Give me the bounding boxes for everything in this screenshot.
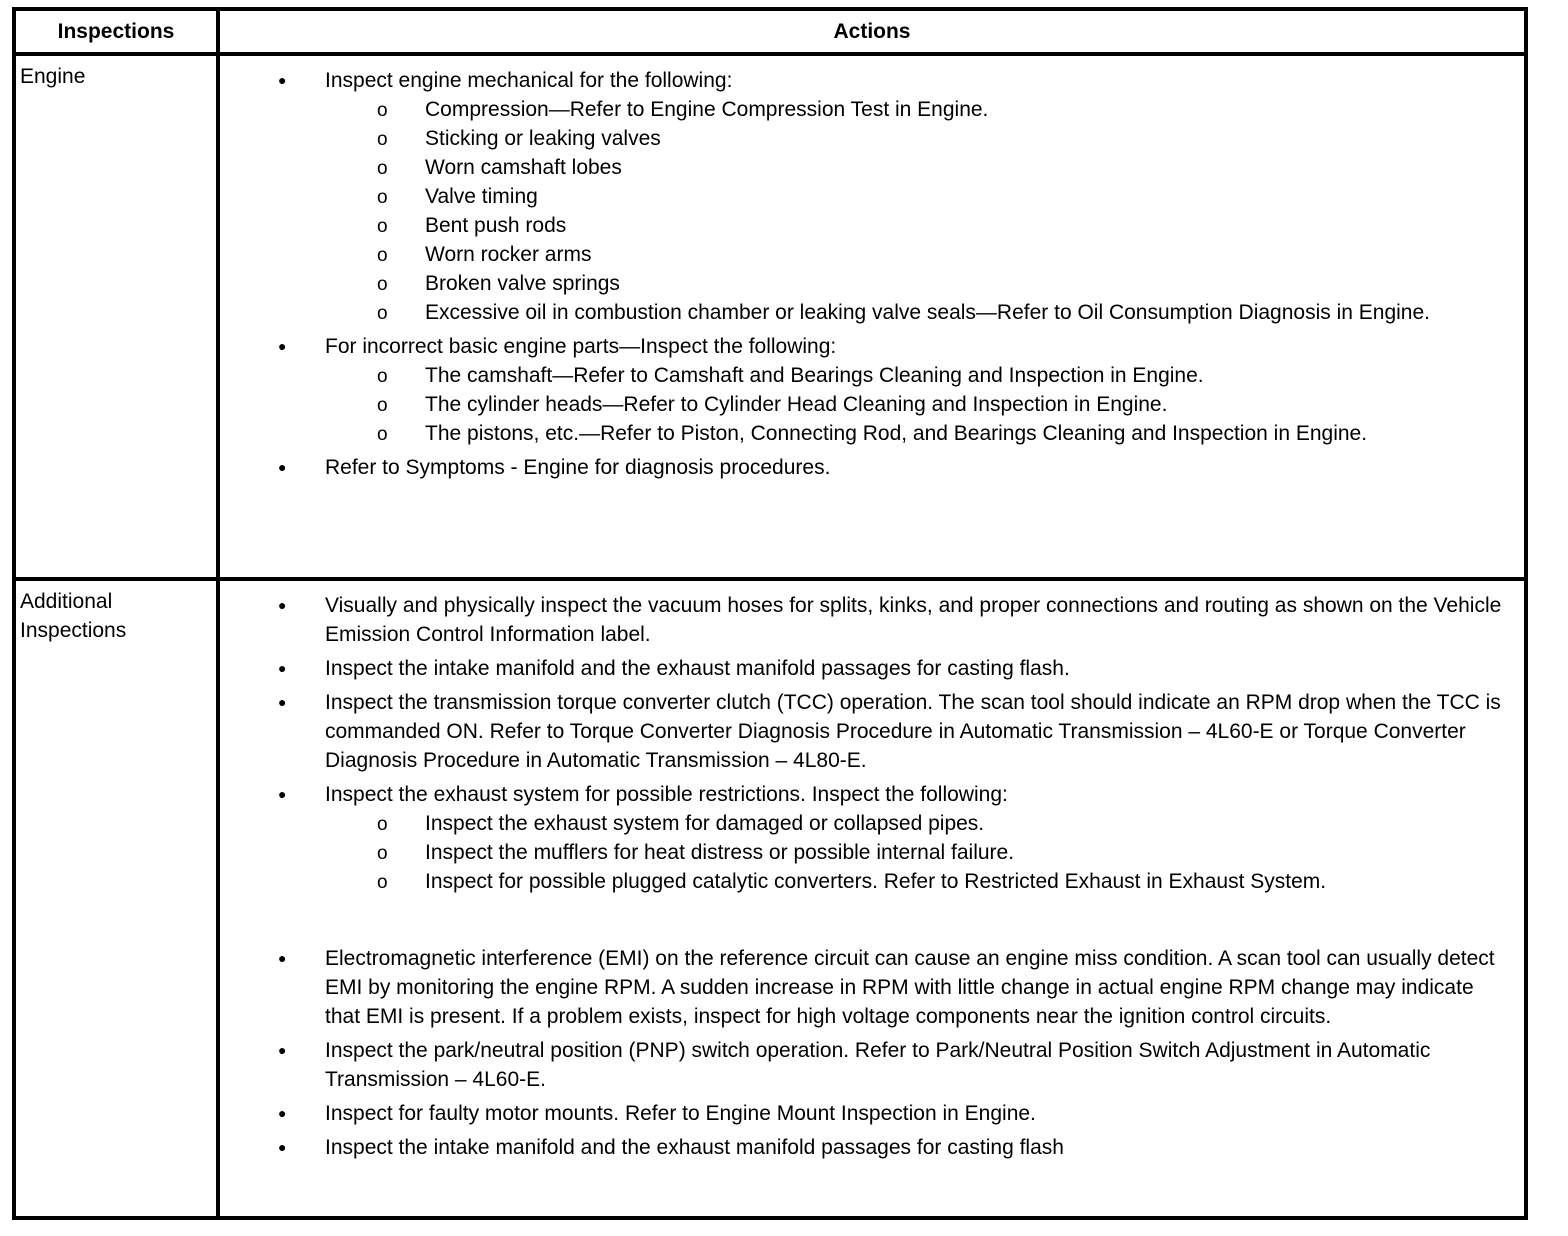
sub-action-text: Inspect for possible plugged catalytic converters. Refer to Restricted Exhaust in Exhaust System. bbox=[425, 870, 1327, 893]
bullet-icon: ● bbox=[278, 597, 287, 613]
sub-action-text: Valve timing bbox=[425, 185, 538, 208]
table-row-additional-inspections bbox=[16, 581, 1524, 1216]
sub-action-text: Worn camshaft lobes bbox=[425, 156, 622, 179]
sub-action-item bbox=[325, 390, 1514, 419]
sub-bullet-icon: o bbox=[377, 424, 388, 445]
header-actions: Actions bbox=[833, 20, 911, 43]
sub-bullet-icon: o bbox=[377, 366, 388, 387]
action-text: Inspect the transmission torque converter clutch (TCC) operation. The scan tool should indicate an RPM drop when the TCC is commanded ON. Refer to Torque Converter Diagnosis Procedure in Automatic Transmission – 4L60-E or Torque Converter Diagnosis Procedure in Automatic Transmission – 4L80-E. bbox=[325, 691, 1501, 772]
bullet-icon: ● bbox=[278, 1105, 287, 1121]
sub-bullet-icon: o bbox=[377, 274, 388, 295]
table-header-row bbox=[16, 11, 1524, 52]
sub-action-item bbox=[325, 95, 1514, 124]
sub-action-item bbox=[325, 361, 1514, 390]
inspections-table bbox=[12, 7, 1528, 1220]
sub-action-item bbox=[325, 269, 1514, 298]
action-text: Inspect the park/neutral position (PNP) switch operation. Refer to Park/Neutral Position Switch Adjustment in Automatic Transmission – 4L60-E. bbox=[325, 1039, 1431, 1091]
sub-bullet-icon: o bbox=[377, 814, 388, 835]
sub-action-text: Inspect the exhaust system for damaged or collapsed pipes. bbox=[425, 812, 985, 835]
sub-bullet-icon: o bbox=[377, 245, 388, 266]
action-item bbox=[220, 66, 1524, 327]
action-item bbox=[220, 780, 1524, 939]
action-item bbox=[220, 1099, 1524, 1128]
sub-action-text: Sticking or leaking valves bbox=[425, 127, 661, 150]
sub-action-item bbox=[325, 211, 1514, 240]
sub-action-text: Bent push rods bbox=[425, 214, 567, 237]
sub-action-item bbox=[325, 298, 1514, 327]
action-item bbox=[220, 1133, 1524, 1162]
sub-action-item bbox=[325, 124, 1514, 153]
sub-action-item bbox=[325, 182, 1514, 211]
bullet-icon: ● bbox=[278, 660, 287, 676]
sub-bullet-icon: o bbox=[377, 158, 388, 179]
sub-action-text: The cylinder heads—Refer to Cylinder Head Cleaning and Inspection in Engine. bbox=[425, 393, 1168, 416]
bullet-icon: ● bbox=[278, 72, 287, 88]
action-text: Electromagnetic interference (EMI) on the reference circuit can cause an engine miss condition. A scan tool can usually detect EMI by monitoring the engine RPM. A sudden increase in RPM with little change in actual engine RPM change may indicate that EMI is present. If a problem exists, inspect for high voltage components near the ignition control circuits. bbox=[325, 947, 1495, 1028]
bullet-icon: ● bbox=[278, 1042, 287, 1058]
bullet-icon: ● bbox=[278, 459, 287, 475]
sub-action-item bbox=[325, 153, 1514, 182]
bullet-icon: ● bbox=[278, 950, 287, 966]
action-item bbox=[220, 688, 1524, 775]
actions-cell-additional bbox=[220, 591, 1524, 1167]
action-text: Visually and physically inspect the vacuum hoses for splits, kinks, and proper connections and routing as shown on the Vehicle Emission Control Information label. bbox=[325, 594, 1502, 646]
action-item bbox=[220, 453, 1524, 482]
table-row-engine bbox=[16, 56, 1524, 577]
inspection-label-engine: Engine bbox=[20, 65, 86, 88]
bullet-icon: ● bbox=[278, 1139, 287, 1155]
sub-bullet-icon: o bbox=[377, 872, 388, 893]
sub-action-text: Inspect the mufflers for heat distress or possible internal failure. bbox=[425, 841, 1015, 864]
inspection-label-additional: Additional Inspections bbox=[20, 590, 127, 642]
sub-bullet-icon: o bbox=[377, 843, 388, 864]
bullet-icon: ● bbox=[278, 694, 287, 710]
bullet-icon: ● bbox=[278, 338, 287, 354]
sub-bullet-icon: o bbox=[377, 216, 388, 237]
action-text: Inspect the exhaust system for possible restrictions. Inspect the following: bbox=[325, 783, 1008, 806]
action-text: Inspect engine mechanical for the following: bbox=[325, 69, 733, 92]
bullet-icon: ● bbox=[278, 786, 287, 802]
sub-action-item bbox=[325, 867, 1514, 896]
action-item bbox=[220, 332, 1524, 448]
action-text: For incorrect basic engine parts—Inspect the following: bbox=[325, 335, 837, 358]
sub-bullet-icon: o bbox=[377, 100, 388, 121]
blank-spacer bbox=[325, 896, 1514, 939]
sub-bullet-icon: o bbox=[377, 129, 388, 150]
sub-bullet-icon: o bbox=[377, 303, 388, 324]
sub-action-item bbox=[325, 240, 1514, 269]
action-item bbox=[220, 1036, 1524, 1094]
actions-cell-engine bbox=[220, 66, 1524, 487]
sub-bullet-icon: o bbox=[377, 395, 388, 416]
action-text: Refer to Symptoms - Engine for diagnosis procedures. bbox=[325, 456, 831, 479]
sub-action-item bbox=[325, 809, 1514, 838]
header-inspections: Inspections bbox=[57, 20, 175, 43]
sub-action-text: The camshaft—Refer to Camshaft and Bearings Cleaning and Inspection in Engine. bbox=[425, 364, 1204, 387]
sub-action-text: Worn rocker arms bbox=[425, 243, 592, 266]
sub-action-item bbox=[325, 419, 1514, 448]
sub-action-text: Compression—Refer to Engine Compression Test in Engine. bbox=[425, 98, 989, 121]
sub-action-text: The pistons, etc.—Refer to Piston, Connecting Rod, and Bearings Cleaning and Inspection in Engine. bbox=[425, 422, 1368, 445]
sub-action-item bbox=[325, 838, 1514, 867]
sub-action-text: Excessive oil in combustion chamber or leaking valve seals—Refer to Oil Consumption Diagnosis in Engine. bbox=[425, 301, 1430, 324]
action-text: Inspect for faulty motor mounts. Refer to Engine Mount Inspection in Engine. bbox=[325, 1102, 1036, 1125]
sub-bullet-icon: o bbox=[377, 187, 388, 208]
action-text: Inspect the intake manifold and the exhaust manifold passages for casting flash bbox=[325, 1136, 1064, 1159]
sub-action-text: Broken valve springs bbox=[425, 272, 620, 295]
action-text: Inspect the intake manifold and the exhaust manifold passages for casting flash. bbox=[325, 657, 1070, 680]
action-item bbox=[220, 654, 1524, 683]
action-item bbox=[220, 944, 1524, 1031]
action-item bbox=[220, 591, 1524, 649]
